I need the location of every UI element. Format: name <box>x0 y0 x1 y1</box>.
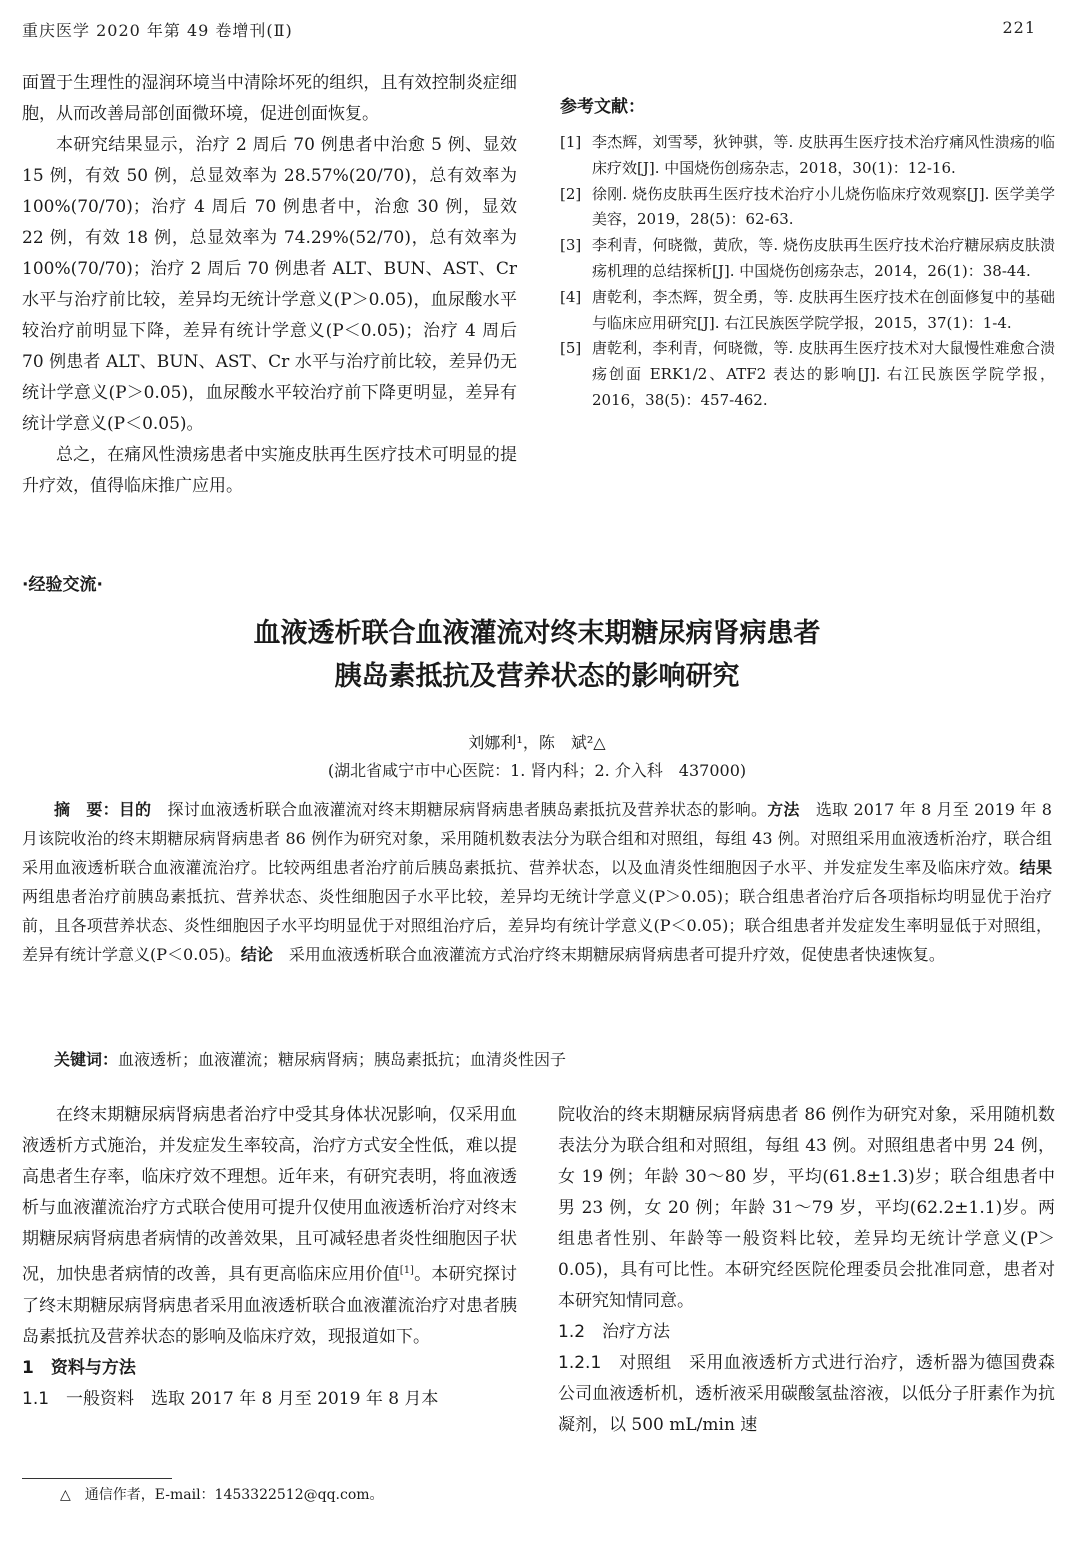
running-header: 重庆医学 2020 年第 49 卷增刊(Ⅱ) <box>22 21 293 40</box>
methods-label: 方法 <box>767 800 800 819</box>
reference-item <box>560 233 1055 285</box>
subsection-number: 1.2.1 <box>558 1353 602 1373</box>
citation: [1] <box>399 1265 414 1276</box>
affiliation: (湖北省咸宁市中心医院：1. 肾内科；2. 介入科 437000) <box>327 761 747 780</box>
body-left-column <box>22 1100 517 1415</box>
intro-text: 在终末期糖尿病肾病患者治疗中受其身体状况影响，仅采用血液透析方式施治，并发症发生率较高，治疗方式安全性低，难以提高患者生存率，临床疗效不理想。近年来，有研究表明，将血液透析与血液灌流治疗方式联合使用可提升仅使用血液透析治疗对终末期糖尿病肾病患者病情的改善效果，且可减轻患者炎性细胞因子状况，加快患者病情的改善，具有更高临床应用价值 <box>22 1105 517 1285</box>
footnote: △ 通信作者，E-mail：1453322512@qq.com。 <box>60 1487 384 1503</box>
reference-number: [1] <box>560 133 582 151</box>
footnote-rule <box>22 1478 172 1479</box>
reference-number: [4] <box>560 287 582 306</box>
reference-text: 唐乾利，李杰辉，贺全勇，等. 皮肤再生医疗技术在创面修复中的基础与临床应用研究[J]. 右江民族医学院学报，2015，37(1)：1-4. <box>592 287 1055 332</box>
reference-number: [2] <box>560 184 582 203</box>
subsection-text: 选取 2017 年 8 月至 2019 年 8 月本 <box>151 1388 439 1409</box>
reference-text: 李利青，何晓微，黄欣，等. 烧伤皮肤再生医疗技术治疗糖尿病皮肤溃疡机理的总结探析[J]. 中国烧伤创疡杂志，2014，26(1)：38-44. <box>592 236 1055 280</box>
results-text: 两组患者治疗前胰岛素抵抗、营养状态、炎性细胞因子水平比较，差异均无统计学意义(P＞0.05)；联合组患者治疗后各项指标均明显优于治疗前，且各项营养状态、炎性细胞因子水平均明显优于对照组治疗后，差异均有统计学意义(P＜0.05)；联合组患者并发症发生率明显低于对照组，差异有统计学意义(P＜0.05)。 <box>22 887 1052 964</box>
conclusion-label: 结论 <box>240 945 273 964</box>
subsection-heading: 1.2 治疗方法 <box>558 1322 671 1342</box>
paragraph: 本研究结果显示，治疗 2 周后 70 例患者中治愈 5 例、显效 15 例，有效 50 例，总显效率为 28.57%(20/70)，总有效率为 100%(70/70)；治疗 4 周后 70 例患者中，治愈 30 例，显效 22 例，有效 18 例，总显效率为 74.29%(52/70)，总有效率为 100%(70/70)；治疗 2 周后 70 例患者 ALT、BUN、AST、Cr 水平与治疗前比较，差异均无统计学意义(P＞0.05)，血尿酸水平较治疗前明显下降，差异有统计学意义(P＜0.05)；治疗 4 周后 70 例患者 ALT、BUN、AST、Cr 水平与治疗前比较，差异仍无统计学意义(P＞0.05)，血尿酸水平较治疗前下降更明显，差异有统计学意义(P＜0.05)。 <box>22 135 517 434</box>
authors: 刘娜利¹，陈 斌²△ <box>468 733 606 752</box>
section-heading: 1 资料与方法 <box>22 1357 136 1378</box>
references-list <box>560 130 1055 414</box>
paragraph: 总之，在痛风性溃疡患者中实施皮肤再生医疗技术可明显的提升疗效，值得临床推广应用。 <box>22 445 517 496</box>
section-tag: ·经验交流· <box>22 575 103 595</box>
subsection-text: 采用血液透析方式进行治疗，透析器为德国费森公司血液透析机，透析液采用碳酸氢盐溶液，以低分子肝素作为抗凝剂，以 500 mL/min 速 <box>558 1353 1056 1435</box>
paragraph <box>22 1384 517 1415</box>
paragraph: 面置于生理性的湿润环境当中清除坏死的组织，且有效控制炎症细胞，从而改善局部创面微环境，促进创面恢复。 <box>22 73 517 124</box>
paragraph <box>22 1100 517 1353</box>
reference-text: 李杰辉，刘雪琴，狄钟骐，等. 皮肤再生医疗技术治疗痛风性溃疡的临床疗效[J]. 中国烧伤创疡杂志，2018，30(1)：12-16. <box>592 133 1055 177</box>
reference-item <box>560 285 1055 337</box>
abstract-label: 摘 要： <box>54 800 119 819</box>
reference-item <box>560 336 1055 413</box>
paragraph: 院收治的终末期糖尿病肾病患者 86 例作为研究对象，采用随机数表法分为联合组和对照组，每组 43 例。对照组患者中男 24 例，女 19 例；年龄 30～80 岁，平均(61.8±1.3)岁；联合组患者中男 23 例，女 20 例；年龄 31～79 岁，平均(62.2±1.1)岁。两组患者性别、年龄等一般资料比较，差异均无统计学意义(P＞0.05)，具有可比性。本研究经医院伦理委员会批准同意，患者对本研究知情同意。 <box>558 1105 1055 1311</box>
title-line: 血液透析联合血液灌流对终末期糖尿病肾病患者 <box>253 618 821 649</box>
reference-number: [5] <box>560 339 582 358</box>
subsection-label: 一般资料 <box>66 1388 135 1409</box>
keywords-label: 关键词： <box>54 1050 119 1069</box>
reference-number: [3] <box>560 236 582 255</box>
objective-label: 目的 <box>118 800 152 819</box>
title-line: 胰岛素抵抗及营养状态的影响研究 <box>334 661 740 692</box>
subsection-number: 1.1 <box>22 1388 50 1409</box>
article-title <box>0 612 1074 698</box>
references-title: 参考文献： <box>560 97 645 117</box>
page-number: 221 <box>1002 18 1036 37</box>
results-label: 结果 <box>1019 858 1052 877</box>
top-left-column <box>22 68 517 502</box>
intro-text-end: 。本研究探讨了终末期糖尿病肾病患者采用血液透析联合血液灌流治疗对患者胰岛素抵抗及营养状态的影响及临床疗效，现报道如下。 <box>22 1264 518 1347</box>
reference-text: 徐刚. 烧伤皮肤再生医疗技术治疗小儿烧伤临床疗效观察[J]. 医学美学美容，2019，28(5)：62-63. <box>592 184 1055 229</box>
reference-item <box>560 130 1055 182</box>
keywords-text: 血液透析；血液灌流；糖尿病肾病；胰岛素抵抗；血清炎性因子 <box>118 1050 567 1069</box>
subsection-label: 对照组 <box>619 1353 672 1373</box>
methods-text: 选取 2017 年 8 月至 2019 年 8 月该院收治的终末期糖尿病肾病患者 86 例作为研究对象，采用随机数表法分为联合组和对照组，每组 43 例。对照组采用血液透析治疗，联合组采用血液透析联合血液灌流治疗。比较两组患者治疗前后胰岛素抵抗、营养状态，以及血清炎性细胞因子水平、并发症发生率及临床疗效。 <box>22 800 1052 877</box>
conclusion-text: 采用血液透析联合血液灌流方式治疗终末期糖尿病肾病患者可提升疗效，促使患者快速恢复。 <box>288 945 945 964</box>
body-right-column <box>558 1100 1055 1441</box>
objective-text: 探讨血液透析联合血液灌流对终末期糖尿病肾病患者胰岛素抵抗及营养状态的影响。 <box>167 800 768 819</box>
abstract <box>22 795 1052 969</box>
reference-text: 唐乾利，李利青，何晓微，等. 皮肤再生医疗技术对大鼠慢性难愈合溃疡创面 ERK1/2、ATF2 表达的影响[J]. 右江民族医学院学报，2016，38(5)：457-462. <box>592 339 1055 409</box>
reference-item <box>560 182 1055 234</box>
paragraph <box>558 1348 1055 1441</box>
keywords <box>22 1046 1052 1074</box>
